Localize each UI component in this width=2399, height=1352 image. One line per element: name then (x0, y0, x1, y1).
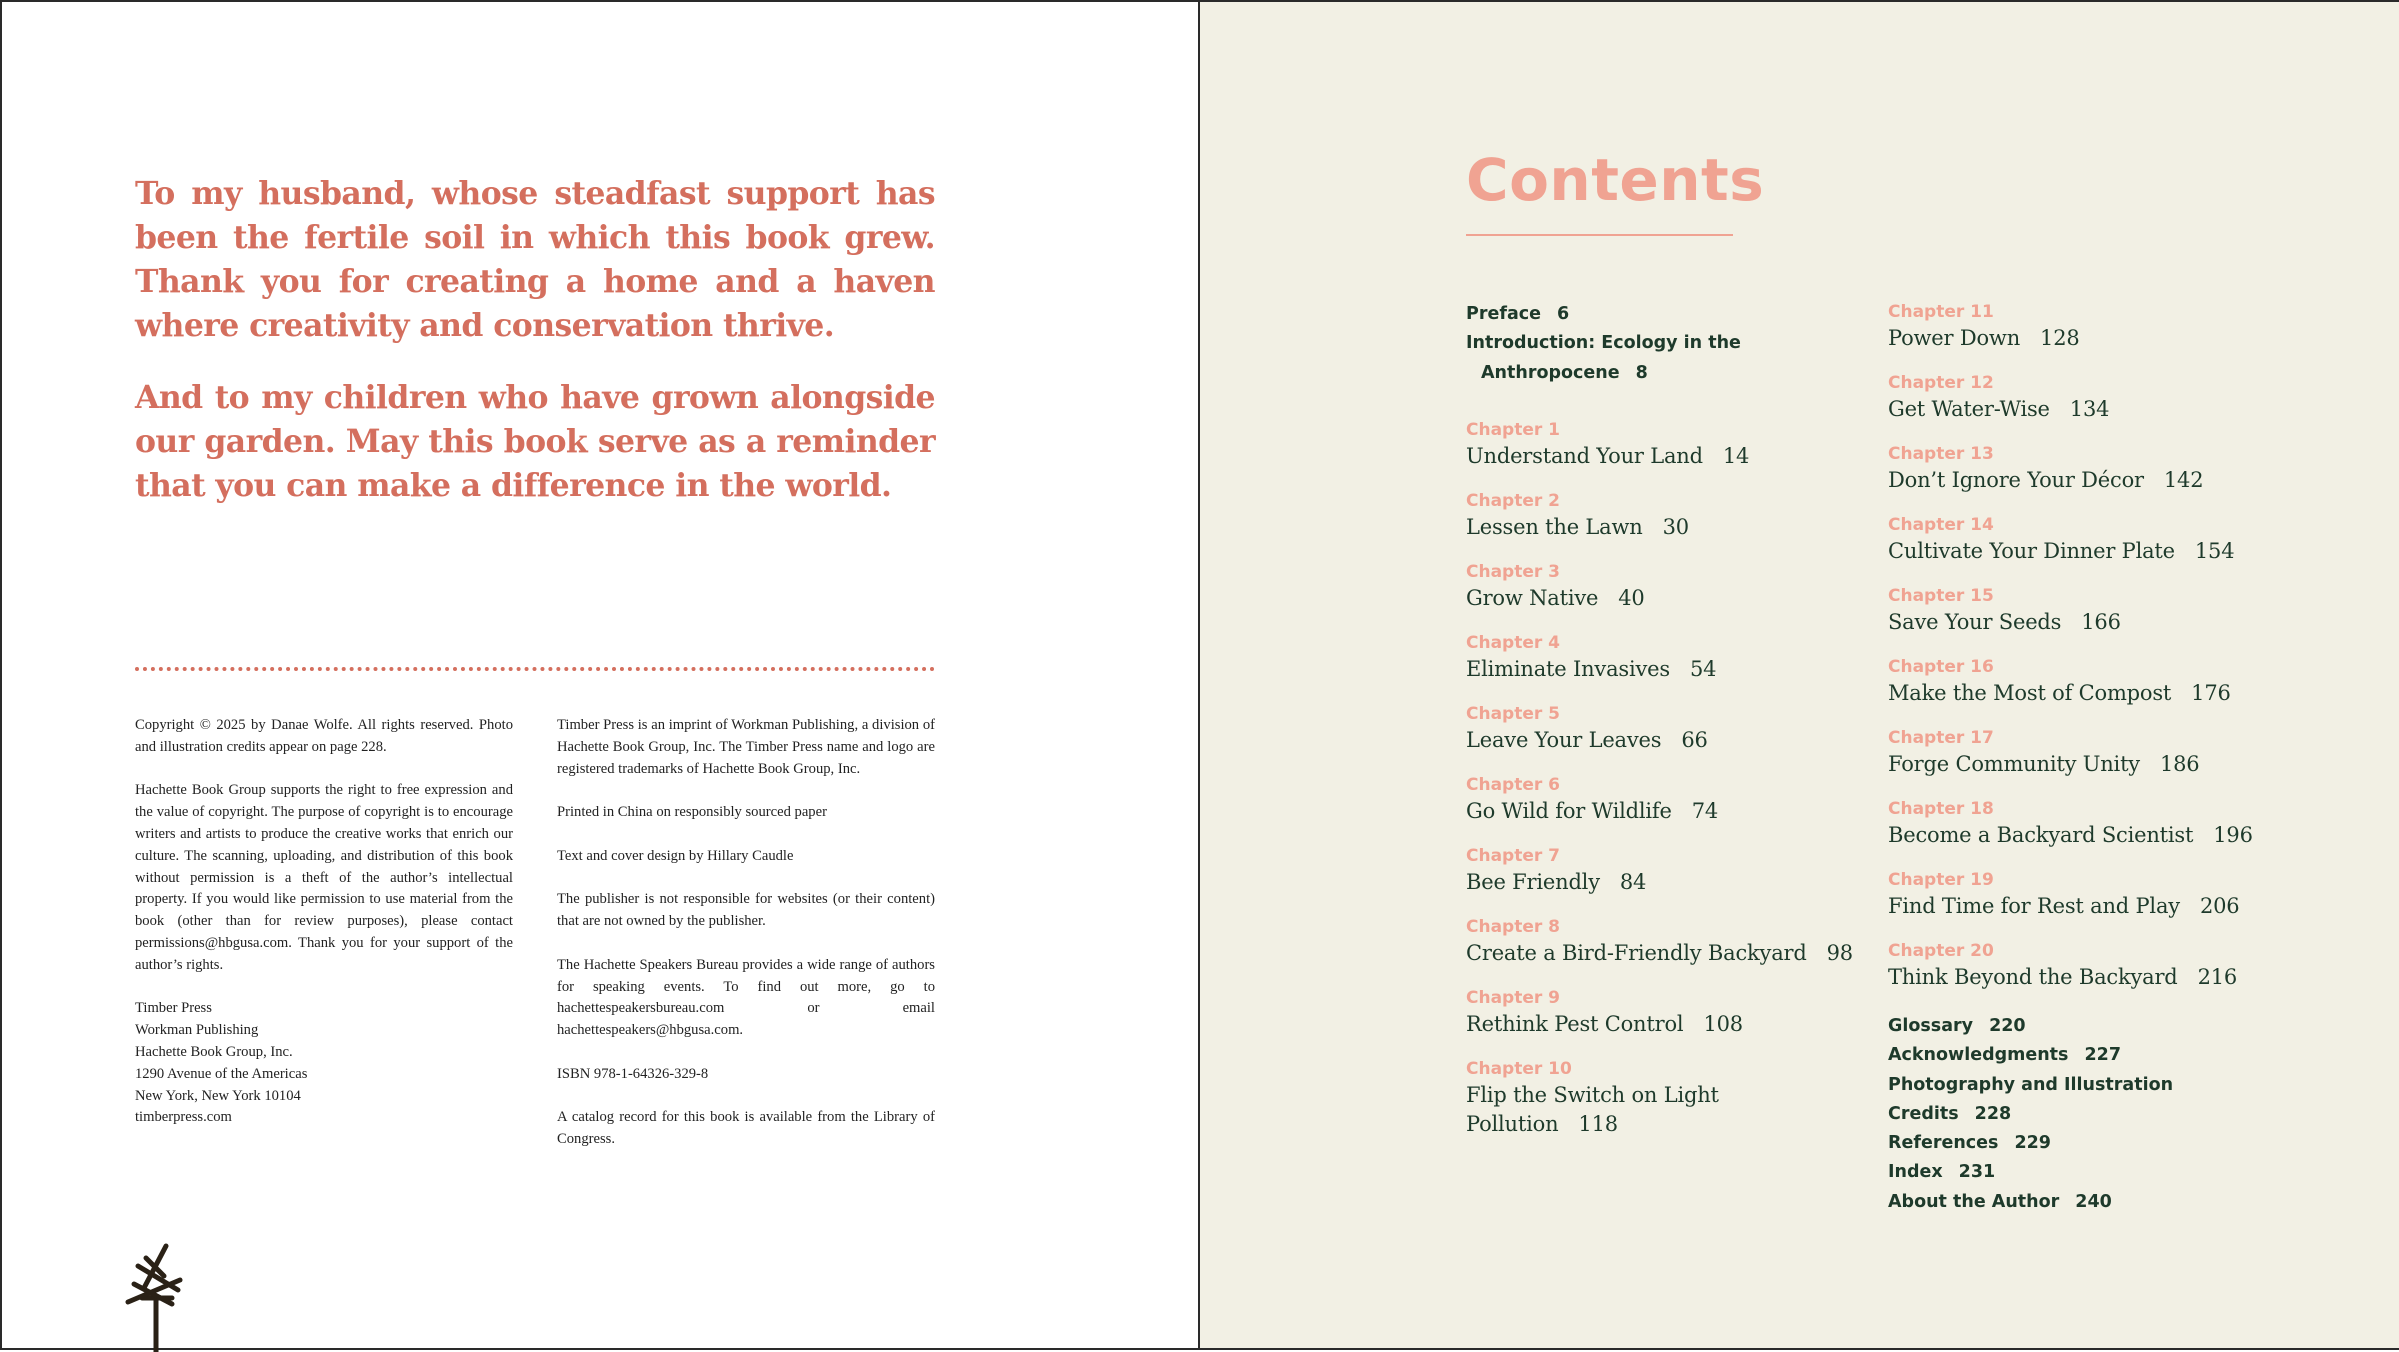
chapter-page: 154 (2194, 539, 2235, 563)
toc-chapter[interactable] (1888, 655, 2298, 708)
address-line: Hachette Book Group, Inc. (135, 1043, 293, 1060)
chapter-title: Rethink Pest Control (1466, 1011, 1684, 1036)
speakers-bureau-note: The Hachette Speakers Bureau provides a wide range of authors for speaking events. To find out more, go to hachettespeakersbureau.com or email hachettespeakers@hbgusa.com. (557, 956, 935, 1039)
chapter-label: Chapter 6 (1466, 774, 1561, 795)
chapter-page: 142 (2163, 468, 2204, 492)
copyright-column-right (557, 715, 935, 1173)
website-disclaimer: The publisher is not responsible for websites (or their content) that are not owned by the publisher. (557, 891, 935, 930)
toc-entry-glossary[interactable] (1888, 1012, 2298, 1041)
copyright-column-left (135, 715, 513, 1129)
copyright-statement: Hachette Book Group supports the right to free expression and the value of copyright. The purpose of copyright is to encourage writers and artists to produce the creative works that enrich our culture. The scanning, uploading, and distribution of this book without permission is a theft of the author’s intellectual property. If you would like permission to use material from the book (other than for review purposes), please contact permissions@hbgusa.com. Thank you for your support of the author’s rights. (135, 782, 513, 973)
chapter-page: 14 (1722, 443, 1750, 468)
entry-page: 229 (2014, 1133, 2051, 1154)
address-line: Timber Press (135, 1000, 212, 1017)
toc-chapter[interactable] (1466, 489, 1876, 542)
toc-chapter[interactable] (1466, 560, 1876, 613)
entry-page: 8 (1635, 362, 1648, 383)
chapter-label: Chapter 8 (1466, 916, 1561, 937)
chapter-page: 74 (1691, 798, 1719, 823)
dedication-paragraph: To my husband, whose steadfast support has been the fertile soil in which this book grew. Thank you for creating a home and a haven where creativity and conservation thrive. (135, 175, 935, 344)
chapter-page: 40 (1618, 585, 1645, 610)
toc-entry-credits[interactable] (1888, 1071, 2298, 1130)
chapter-title: Leave Your Leaves (1466, 727, 1662, 752)
publisher-address (135, 998, 513, 1129)
toc-chapter[interactable] (1466, 986, 1876, 1039)
chapter-title: Flip the Switch on Light (1466, 1082, 1719, 1107)
entry-page: 227 (2084, 1045, 2121, 1066)
toc-chapter[interactable] (1466, 773, 1876, 826)
toc-chapter[interactable] (1888, 726, 2298, 779)
toc-back-matter (1888, 1012, 2298, 1217)
chapter-title: Cultivate Your Dinner Plate (1888, 539, 2175, 563)
toc-chapter[interactable] (1466, 844, 1876, 897)
entry-page: 240 (2075, 1191, 2112, 1212)
chapter-label: Chapter 2 (1466, 490, 1561, 511)
toc-column-right (1888, 300, 2298, 1217)
toc-chapter[interactable] (1466, 631, 1876, 684)
address-line: 1290 Avenue of the Americas (135, 1065, 308, 1082)
chapter-page: 176 (2191, 681, 2231, 705)
chapter-title: Get Water-Wise (1888, 397, 2050, 421)
toc-chapter[interactable] (1888, 797, 2298, 850)
chapter-page: 84 (1619, 869, 1647, 894)
chapter-title: Don’t Ignore Your Décor (1888, 468, 2144, 492)
entry-title: Preface (1466, 304, 1541, 324)
toc-entry-about-author[interactable] (1888, 1188, 2298, 1217)
toc-chapter[interactable] (1466, 702, 1876, 755)
chapter-page: 108 (1703, 1011, 1743, 1036)
toc-column-left (1466, 300, 1876, 1139)
chapter-title-continued: Pollution (1466, 1111, 1559, 1136)
chapter-label: Chapter 10 (1466, 1058, 1572, 1079)
entry-page: 228 (1974, 1103, 2012, 1124)
chapter-page: 118 (1578, 1111, 1618, 1136)
toc-front-matter (1466, 300, 1876, 388)
chapter-label: Chapter 13 (1888, 444, 1994, 464)
entry-page: 6 (1557, 304, 1570, 324)
chapter-label: Chapter 12 (1888, 373, 1994, 393)
entry-title-continued: Anthropocene (1481, 362, 1620, 383)
chapter-label: Chapter 18 (1888, 799, 1994, 819)
address-line: Workman Publishing (135, 1022, 259, 1039)
chapter-label: Chapter 1 (1466, 419, 1561, 440)
entry-title: About the Author (1888, 1191, 2060, 1212)
toc-chapter[interactable] (1466, 418, 1876, 471)
chapter-page: 66 (1681, 727, 1708, 752)
chapter-title: Bee Friendly (1466, 869, 1600, 894)
toc-chapter[interactable] (1888, 371, 2298, 424)
chapter-title: Become a Backyard Scientist (1888, 823, 2194, 847)
entry-page: 220 (1989, 1016, 2026, 1036)
chapter-page: 54 (1689, 656, 1717, 681)
chapter-page: 134 (2069, 397, 2110, 421)
chapter-label: Chapter 3 (1466, 561, 1561, 582)
chapter-label: Chapter 16 (1888, 657, 1994, 677)
chapter-label: Chapter 7 (1466, 845, 1561, 866)
contents-underline (1466, 234, 1733, 236)
printing-note: Printed in China on responsibly sourced paper (557, 804, 827, 821)
chapter-label: Chapter 4 (1466, 632, 1561, 653)
toc-chapter[interactable] (1888, 442, 2298, 495)
chapter-label: Chapter 17 (1888, 728, 1994, 748)
toc-chapter[interactable] (1888, 300, 2298, 353)
toc-chapter[interactable] (1466, 1057, 1876, 1139)
chapter-title: Power Down (1888, 326, 2021, 350)
dotted-divider (135, 667, 935, 671)
entry-title: Photography and Illustration Credits (1888, 1074, 2174, 1124)
entry-title: Introduction: Ecology in the (1466, 333, 1741, 354)
timber-press-logo-icon (124, 1240, 188, 1352)
entry-title: References (1888, 1133, 1999, 1154)
chapter-title: Go Wild for Wildlife (1466, 798, 1672, 823)
toc-chapter[interactable] (1888, 868, 2298, 921)
catalog-record-note: A catalog record for this book is available from the Library of Congress. (557, 1109, 935, 1148)
address-line: New York, New York 10104 (135, 1087, 301, 1104)
dedication-paragraph: And to my children who have grown alongside our garden. May this book serve as a reminder that you can make a difference in the world. (135, 379, 935, 504)
toc-entry-index[interactable] (1888, 1158, 2298, 1187)
chapter-page: 206 (2199, 894, 2240, 918)
contents-title: Contents (1466, 146, 1765, 214)
chapter-page: 166 (2081, 610, 2121, 634)
chapter-page: 216 (2197, 965, 2238, 989)
chapter-title: Eliminate Invasives (1466, 656, 1670, 681)
toc-chapter[interactable] (1888, 513, 2298, 566)
left-page (0, 0, 1198, 1350)
entry-page: 231 (1958, 1162, 1996, 1183)
chapter-page: 128 (2040, 326, 2080, 350)
entry-title: Glossary (1888, 1016, 1974, 1036)
chapter-label: Chapter 14 (1888, 515, 1994, 535)
chapter-title: Lessen the Lawn (1466, 514, 1643, 539)
chapter-title: Make the Most of Compost (1888, 681, 2172, 705)
imprint-note: Timber Press is an imprint of Workman Publishing, a division of Hachette Book Group, Inc. The Timber Press name and logo are registered trademarks of Hachette Book Group, Inc. (557, 717, 935, 777)
chapter-label: Chapter 5 (1466, 703, 1561, 724)
entry-title: Acknowledgments (1888, 1045, 2069, 1066)
chapter-page: 30 (1662, 514, 1689, 539)
address-line: timberpress.com (135, 1109, 232, 1126)
copyright-notice: Copyright © 2025 by Danae Wolfe. All rights reserved. Photo and illustration credits appear on page 228. (135, 717, 513, 755)
isbn: ISBN 978-1-64326-329-8 (557, 1065, 709, 1082)
chapter-page: 186 (2159, 752, 2200, 776)
chapter-label: Chapter 11 (1888, 302, 1994, 322)
chapter-title: Create a Bird-Friendly Backyard (1466, 940, 1807, 965)
chapter-label: Chapter 19 (1888, 870, 1994, 890)
chapter-label: Chapter 15 (1888, 586, 1994, 606)
chapter-page: 196 (2213, 823, 2253, 847)
dedication (135, 172, 935, 536)
toc-chapter[interactable] (1888, 584, 2298, 637)
toc-entry-references[interactable] (1888, 1129, 2298, 1158)
chapter-label: Chapter 20 (1888, 941, 1994, 961)
chapter-title: Think Beyond the Backyard (1888, 965, 2178, 989)
toc-chapter[interactable] (1888, 939, 2298, 992)
chapter-page: 98 (1826, 940, 1853, 965)
chapter-title: Grow Native (1466, 585, 1599, 610)
chapter-title: Understand Your Land (1466, 443, 1703, 468)
toc-entry-introduction[interactable] (1466, 329, 1876, 388)
entry-title: Index (1888, 1162, 1943, 1183)
chapter-label: Chapter 9 (1466, 987, 1561, 1008)
toc-chapter[interactable] (1466, 915, 1876, 968)
design-credit: Text and cover design by Hillary Caudle (557, 847, 794, 864)
chapter-title: Save Your Seeds (1888, 610, 2062, 634)
chapter-title: Forge Community Unity (1888, 752, 2140, 776)
toc-entry-preface[interactable] (1466, 300, 1876, 329)
toc-entry-acknowledgments[interactable] (1888, 1041, 2298, 1070)
chapter-title: Find Time for Rest and Play (1888, 894, 2180, 918)
